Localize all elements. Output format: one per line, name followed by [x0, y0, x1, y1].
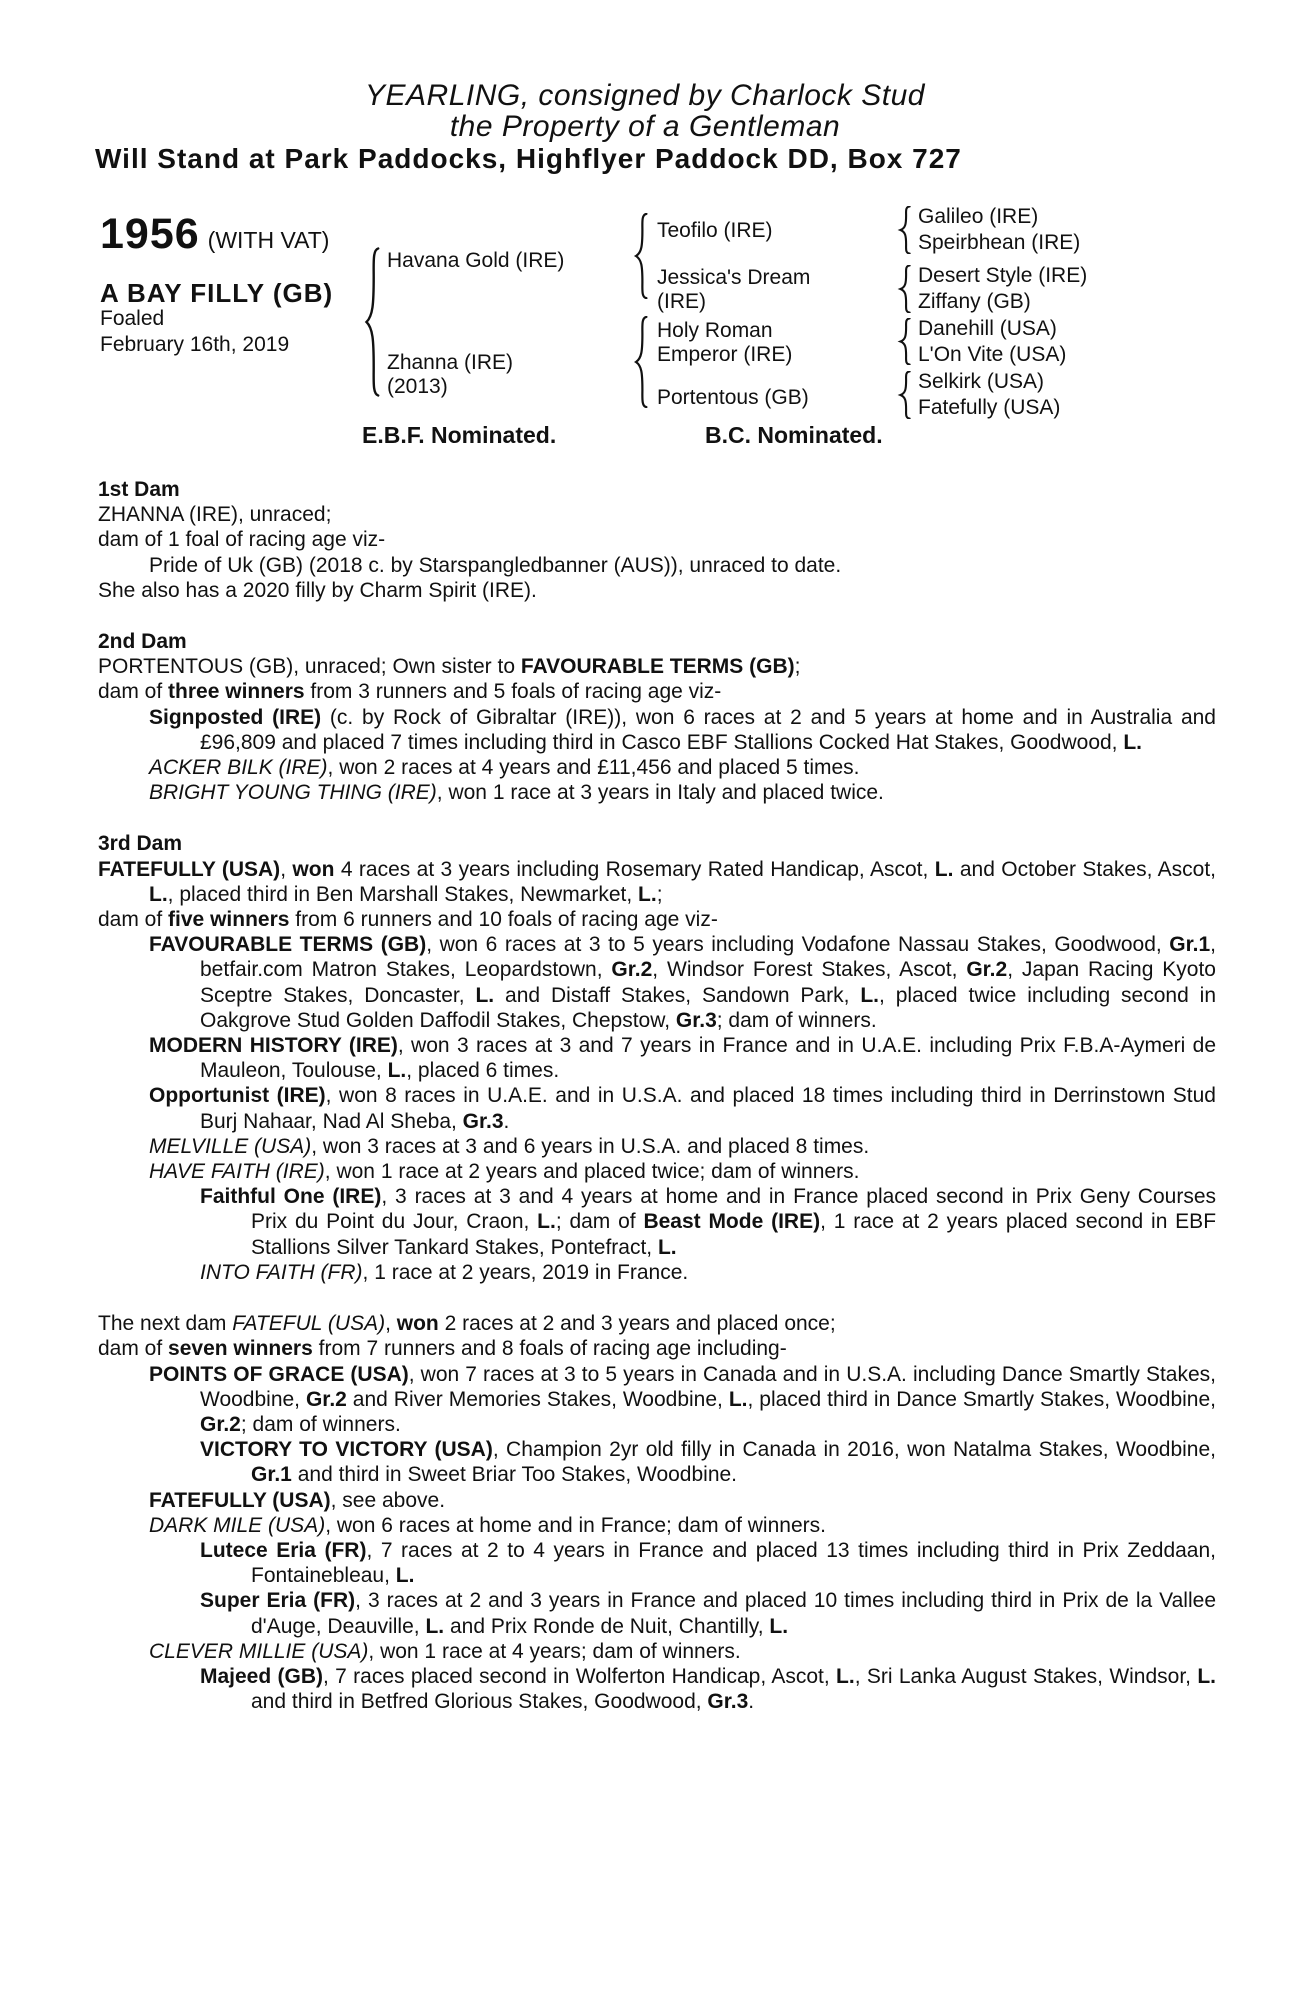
vat-note: (WITH VAT)	[207, 227, 330, 253]
plain-text: 4 races at 3 years including Rosemary Rated Handicap, Ascot,	[334, 857, 935, 881]
pedigree-brace-g3-4	[897, 371, 911, 419]
pedigree-paragraph	[98, 1184, 1216, 1260]
italic-name: MELVILLE (USA)	[149, 1134, 312, 1158]
emphasized-text: five winners	[168, 908, 290, 932]
plain-text: dam of	[98, 908, 169, 932]
emphasized-text: Gr.1	[1169, 933, 1211, 957]
plain-text: , 1 race at 2 years placed second in EBF Stallions Silver Tankard Stakes, Pontefract,	[251, 1210, 1217, 1259]
pedigree-brace-main	[362, 247, 380, 397]
plain-text: ;	[656, 882, 663, 906]
pedigree-paragraph	[98, 1159, 1216, 1184]
plain-text: 2 races at 2 and 3 years and placed once;	[438, 1312, 836, 1336]
pedigree-paragraph	[98, 1260, 1216, 1285]
italic-name: INTO FAITH (FR)	[200, 1260, 363, 1284]
emphasized-text: Faithful One (IRE)	[200, 1185, 382, 1209]
pedigree-paragraph	[98, 1437, 1216, 1487]
plain-text: .	[503, 1109, 510, 1133]
pedigree-paragraph	[98, 553, 1216, 578]
pedigree-brace-g3-3	[897, 318, 911, 365]
emphasized-text: Gr.3	[462, 1109, 504, 1133]
pedigree-name-g3	[918, 263, 1087, 315]
emphasized-text: Gr.1	[251, 1463, 292, 1487]
plain-text: , won 1 race at 3 years in Italy and placed twice.	[436, 781, 884, 805]
emphasized-text: MODERN HISTORY (IRE)	[149, 1034, 398, 1058]
pedigree-name: Fatefully (USA)	[918, 396, 1061, 419]
plain-text: , Champion 2yr old filly in Canada in 2016, won Natalma Stakes, Woodbine,	[492, 1438, 1217, 1462]
plain-text: .	[748, 1690, 755, 1714]
plain-text: , betfair.com Matron Stakes, Leopardstown,	[200, 933, 1216, 982]
plain-text: and Distaff Stakes, Sandown Park,	[494, 983, 861, 1007]
plain-text: , won 1 race at 2 years and placed twice; dam of winners.	[324, 1160, 860, 1184]
emphasized-text: L.	[395, 1564, 415, 1588]
pedigree-paragraph	[98, 654, 1216, 679]
emphasized-text: Signposted (IRE)	[149, 705, 322, 729]
plain-text: from 3 runners and 5 foals of racing age viz-	[304, 680, 722, 704]
emphasized-text: Opportunist (IRE)	[149, 1084, 326, 1108]
pedigree-section	[98, 1311, 1216, 1714]
emphasized-text: L.	[836, 1664, 855, 1688]
plain-text: dam of 1 foal of racing age viz-	[98, 528, 386, 552]
pedigree-paragraph	[98, 1639, 1216, 1664]
sire-name: Havana Gold (IRE)	[387, 249, 565, 272]
pedigree-name-dam-dam: Portentous (GB)	[657, 386, 809, 409]
pedigree-name-dam-sire: Holy Roman Emperor (IRE)	[657, 319, 793, 366]
section-heading: 1st Dam	[98, 478, 180, 501]
plain-text: , won 2 races at 4 years and £11,456 and placed 5 times.	[327, 756, 860, 780]
pedigree-name-sire-dam: Jessica's Dream (IRE)	[657, 266, 811, 313]
plain-text: Pride of Uk (GB) (2018 c. by Starspangledbanner (AUS)), unraced to date.	[149, 553, 842, 577]
emphasized-text: Beast Mode (IRE)	[643, 1210, 821, 1234]
emphasized-text: Lutece Eria (FR)	[200, 1538, 367, 1562]
plain-text: , 1 race at 2 years, 2019 in France.	[362, 1260, 689, 1284]
pedigree-name-g3	[918, 204, 1080, 256]
emphasized-text: Gr.3	[707, 1690, 749, 1714]
emphasized-text: L.	[728, 1387, 748, 1411]
horse-description: A BAY FILLY (GB)	[100, 278, 334, 308]
emphasized-text: Super Eria (FR)	[200, 1589, 356, 1613]
emphasized-text: FATEFULLY (USA)	[149, 1488, 331, 1512]
pedigree-name: L'On Vite (USA)	[918, 343, 1067, 366]
italic-name: ACKER BILK (IRE)	[149, 756, 328, 780]
pedigree-name-g3	[918, 369, 1060, 421]
plain-text: , 3 races at 3 and 4 years at home and in France placed second in Prix Geny Courses Prix du Point du Jour, Craon,	[251, 1185, 1217, 1234]
pedigree-paragraph	[98, 527, 1216, 552]
bc-nominated-note: B.C. Nominated.	[705, 422, 883, 448]
plain-text: , placed third in Dance Smartly Stakes, Woodbine,	[747, 1387, 1216, 1411]
plain-text: She also has a 2020 filly by Charm Spirit (IRE).	[98, 578, 537, 602]
emphasized-text: won	[396, 1312, 439, 1336]
emphasized-text: FAVOURABLE TERMS (GB)	[149, 933, 427, 957]
pedigree-brace-sire	[632, 213, 648, 299]
emphasized-text: L.	[537, 1210, 556, 1234]
plain-text: The next dam	[98, 1312, 233, 1336]
pedigree-name: Selkirk (USA)	[918, 370, 1045, 393]
emphasized-text: L.	[657, 1235, 677, 1259]
plain-text: , won 8 races in U.A.E. and in U.S.A. and placed 18 times including third in Derrinstown Stud Burj Nahaar, Nad Al Sheba,	[200, 1084, 1216, 1133]
emphasized-text: three winners	[168, 680, 305, 704]
lot-number: 1956	[100, 210, 200, 258]
emphasized-text: L.	[475, 983, 495, 1007]
plain-text: PORTENTOUS (GB), unraced; Own sister to	[98, 655, 521, 679]
pedigree-paragraph	[98, 1513, 1216, 1538]
emphasized-text: L.	[387, 1059, 407, 1083]
emphasized-text: Gr.3	[675, 1008, 717, 1032]
pedigree-name: Ziffany (GB)	[918, 290, 1031, 313]
emphasized-text: Gr.2	[966, 958, 1008, 982]
emphasized-text: Majeed (GB)	[200, 1664, 324, 1688]
consignor-line: YEARLING, consigned by Charlock Stud	[365, 79, 925, 112]
pedigree-brace-g3-1	[897, 206, 911, 254]
pedigree-paragraph	[98, 1488, 1216, 1513]
emphasized-text: Gr.2	[305, 1387, 347, 1411]
plain-text: , placed 6 times.	[406, 1059, 560, 1083]
emphasized-text: VICTORY TO VICTORY (USA)	[200, 1438, 493, 1462]
plain-text: , won 7 races at 3 to 5 years in Canada and in U.S.A. including Dance Smartly Stakes, Woodbine,	[200, 1362, 1216, 1411]
pedigree-name: Danehill (USA)	[918, 317, 1057, 340]
plain-text: and Prix Ronde de Nuit, Chantilly,	[444, 1614, 770, 1638]
lot-line	[100, 210, 329, 259]
pedigree-name-sire-sire: Teofilo (IRE)	[657, 219, 773, 242]
section-heading: 2nd Dam	[98, 630, 187, 654]
plain-text: (c. by Rock of Gibraltar (IRE)), won 6 races at 2 and 5 years at home and in Australia and £96,809 and placed 7 times including third in Casco EBF Stallions Cocked Hat Stakes, Goodwood,	[200, 705, 1216, 754]
pedigree-paragraph	[98, 932, 1216, 1033]
plain-text: , won 1 race at 4 years; dam of winners.	[368, 1639, 741, 1663]
pedigree-paragraph	[98, 502, 1216, 527]
pedigree-paragraph	[98, 1083, 1216, 1133]
plain-text: , won 6 races at home and in France; dam of winners.	[325, 1513, 826, 1537]
pedigree-paragraph	[98, 1311, 1216, 1336]
plain-text: ,	[385, 1312, 397, 1336]
emphasized-text: L.	[425, 1614, 445, 1638]
italic-name: CLEVER MILLIE (USA)	[149, 1639, 369, 1663]
plain-text: ; dam of winners.	[240, 1412, 401, 1436]
plain-text: dam of	[98, 680, 169, 704]
pedigree-brace-dam	[632, 316, 648, 408]
emphasized-text: L.	[638, 882, 657, 906]
plain-text: , 7 races placed second in Wolferton Handicap, Ascot,	[323, 1664, 837, 1688]
pedigree-name: Galileo (IRE)	[918, 205, 1039, 228]
plain-text: , won 3 races at 3 and 7 years in France and in U.A.E. including Prix F.B.A-Aymeri de Mauleon, Toulouse,	[200, 1034, 1217, 1083]
pedigree-paragraph	[98, 679, 1216, 704]
pedigree-name: Desert Style (IRE)	[918, 264, 1088, 287]
emphasized-text: L.	[1197, 1664, 1217, 1688]
emphasized-text: won	[292, 857, 335, 881]
plain-text: from 7 runners and 8 foals of racing age including-	[312, 1337, 787, 1361]
pedigree-paragraph	[98, 1134, 1216, 1159]
italic-name: BRIGHT YOUNG THING (IRE)	[149, 781, 437, 805]
plain-text: , won 3 races at 3 and 6 years in U.S.A. and placed 8 times.	[311, 1134, 870, 1158]
plain-text: from 6 runners and 10 foals of racing age viz-	[289, 908, 718, 932]
pedigree-paragraph	[98, 705, 1216, 755]
plain-text: and River Memories Stakes, Woodbine,	[346, 1387, 729, 1411]
plain-text: , Sri Lanka August Stakes, Windsor,	[854, 1664, 1198, 1688]
italic-name: HAVE FAITH (IRE)	[149, 1160, 325, 1184]
emphasized-text: FATEFULLY (USA)	[98, 857, 281, 881]
foaled-label: Foaled	[100, 307, 165, 330]
pedigree-paragraph	[98, 1664, 1216, 1714]
plain-text: dam of	[98, 1337, 169, 1361]
pedigree-paragraph	[98, 755, 1216, 780]
emphasized-text: Gr.2	[611, 958, 653, 982]
emphasized-text: L.	[934, 857, 954, 881]
stand-location-line: Will Stand at Park Paddocks, Highflyer Paddock DD, Box 727	[95, 143, 962, 174]
plain-text: , 7 races at 2 to 4 years in France and placed 13 times including third in Prix Zeddaan, Fontainebleau,	[251, 1538, 1216, 1588]
plain-text: , 3 races at 2 and 3 years in France and placed 10 times including third in Prix de la Vallee d'Auge, Deauville,	[251, 1589, 1216, 1638]
pedigree-name-g3	[918, 316, 1066, 368]
pedigree-section	[98, 831, 1216, 1285]
plain-text: , see above.	[330, 1488, 446, 1512]
pedigree-paragraph	[98, 1538, 1216, 1588]
ebf-nominated-note: E.B.F. Nominated.	[362, 422, 557, 448]
plain-text: ;	[794, 655, 801, 679]
pedigree-brace-g3-2	[897, 265, 911, 313]
emphasized-text: FAVOURABLE TERMS (GB)	[520, 655, 795, 679]
pedigree-paragraph	[98, 1033, 1216, 1083]
pedigree-paragraph	[98, 578, 1216, 603]
plain-text: , placed third in Ben Marshall Stakes, Newmarket,	[167, 882, 639, 906]
pedigree-name: Speirbhean (IRE)	[918, 231, 1081, 254]
plain-text: ,	[280, 857, 293, 881]
pedigree-paragraph	[98, 1362, 1216, 1438]
dam-year: (2013)	[387, 375, 448, 398]
italic-name: DARK MILE (USA)	[149, 1513, 326, 1537]
emphasized-text: L.	[769, 1614, 789, 1638]
plain-text: , won 6 races at 3 to 5 years including Vodafone Nassau Stakes, Goodwood,	[426, 933, 1170, 957]
emphasized-text: L.	[1123, 730, 1143, 754]
dam-name-block	[387, 351, 577, 399]
plain-text: ZHANNA (IRE), unraced;	[98, 503, 332, 527]
section-heading: 3rd Dam	[98, 832, 183, 856]
pedigree-paragraph	[98, 1336, 1216, 1361]
pedigree-paragraph	[98, 1588, 1216, 1638]
emphasized-text: L.	[860, 983, 879, 1007]
pedigree-sections	[98, 477, 1216, 1714]
plain-text: ; dam of winners.	[716, 1008, 877, 1032]
plain-text: , Windsor Forest Stakes, Ascot,	[652, 958, 967, 982]
foaled-date: February 16th, 2019	[100, 333, 290, 356]
pedigree-section	[98, 477, 1216, 603]
plain-text: and third in Betfred Glorious Stakes, Goodwood,	[251, 1690, 708, 1714]
plain-text: and third in Sweet Briar Too Stakes, Woodbine.	[291, 1463, 738, 1487]
emphasized-text: Gr.2	[200, 1412, 241, 1436]
foaled-block	[100, 306, 289, 358]
plain-text: , Japan Racing Kyoto Sceptre Stakes, Doncaster,	[200, 958, 1216, 1007]
plain-text: ; dam of	[555, 1210, 644, 1234]
emphasized-text: POINTS OF GRACE (USA)	[149, 1362, 409, 1386]
pedigree-section	[98, 629, 1216, 805]
emphasized-text: L.	[149, 882, 168, 906]
italic-name: FATEFUL (USA)	[232, 1312, 386, 1336]
pedigree-paragraph	[98, 780, 1216, 805]
pedigree-paragraph	[98, 857, 1216, 907]
dam-name: Zhanna (IRE)	[387, 351, 514, 374]
plain-text: , placed twice including second in Oakgrove Stud Golden Daffodil Stakes, Chepstow,	[200, 983, 1216, 1032]
plain-text: and October Stakes, Ascot,	[953, 857, 1216, 881]
pedigree-paragraph	[98, 907, 1216, 932]
property-line: the Property of a Gentleman	[449, 110, 841, 143]
emphasized-text: seven winners	[168, 1337, 313, 1361]
